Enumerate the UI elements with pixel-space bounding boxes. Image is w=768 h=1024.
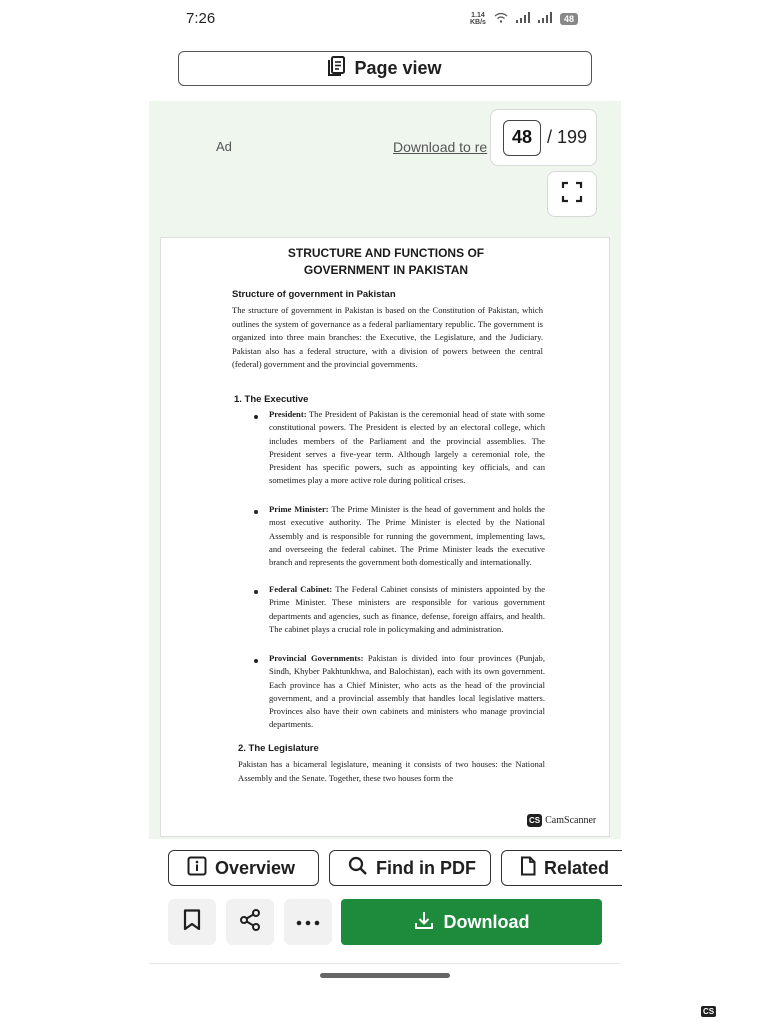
more-horizontal-icon — [296, 913, 320, 931]
page-total: / 199 — [547, 127, 588, 147]
find-in-pdf-label: Find in PDF — [376, 857, 476, 878]
page-view-label: Page view — [354, 58, 442, 78]
net-speed — [470, 12, 486, 26]
bullet-text: The President of Pakistan is the ceremonial head of state with some constitutional powers. The President is elected by an electoral college, which includes members of the Parliament and the provincial assemblies. The President serves a five-year term. Although largely a ceremonial role, the President has specific powers, such as appointing key officials, and can sometimes play a more active role during political crises. — [269, 409, 545, 486]
bullet-term: President: — [269, 409, 307, 419]
fullscreen-icon — [561, 181, 583, 208]
info-icon — [187, 856, 207, 881]
bullet-federal-cabinet — [269, 583, 545, 636]
bullet-dot — [254, 659, 258, 663]
doc-legislature-paragraph: Pakistan has a bicameral legislature, meaning it consists of two houses: the National Assembly and the Senate. Together, these two houses form the — [238, 759, 545, 783]
doc-intro-paragraph: The structure of government in Pakistan is based on the Constitution of Pakistan, which outlines the system of governance as a federal parliamentary republic. The government is organized into three main branches: the Executive, the Legislature, and the Judiciary. Pakistan also has a federal structure, with a division of powers between the central (federal) government and the provincial governments. — [232, 305, 543, 370]
search-icon — [348, 856, 368, 881]
more-options-button[interactable] — [284, 899, 332, 945]
page-number-input[interactable] — [503, 120, 541, 156]
bullet-text: The Federal Cabinet consists of ministers appointed by the Prime Minister. These ministers are responsible for various government departments and agencies, such as finance, defense, foreign affairs, and health. The cabinet plays a crucial role in policymaking and administration. — [269, 584, 546, 634]
download-icon — [414, 910, 434, 935]
bullet-provincial-governments — [269, 652, 545, 732]
bullet-text: Pakistan is divided into four provinces (Punjab, Sindh, Khyber Pakhtunkhwa, and Balochistan), each with its own government. Each province has a Chief Minister, who acts as the head of the provincial government, and a provincial assembly that handles local legislative matters. Provinces also have their own cabinets and ministers who manage provincial departments. — [269, 653, 545, 730]
bullet-term: Federal Cabinet: — [269, 584, 333, 594]
document-page — [160, 237, 610, 837]
status-icons — [470, 10, 578, 28]
bookmark-button[interactable] — [168, 899, 216, 945]
download-link[interactable]: Download to re — [393, 139, 488, 155]
document-icon — [328, 56, 346, 81]
camscanner-watermark — [527, 814, 596, 827]
doc-title-line-1: STRUCTURE AND FUNCTIONS OF — [287, 246, 485, 260]
download-label: Download — [443, 911, 530, 932]
doc-section-heading: Structure of government in Pakistan — [232, 289, 396, 300]
bullet-text: The Prime Minister is the head of government and holds the most executive authority. The Prime Minister is elected by the National Assembly and is responsible for running the government, implementing laws, and overseeing the federal cabinet. The Prime Minister leads the executive branch and represents the government both domestically and internationally. — [269, 504, 545, 568]
related-button[interactable] — [501, 850, 622, 886]
overview-label: Overview — [215, 857, 296, 878]
bullet-prime-minister — [269, 503, 545, 569]
signal-icon-1 — [516, 10, 530, 28]
doc-legislature-heading: 2. The Legislature — [238, 743, 319, 754]
share-button[interactable] — [226, 899, 274, 945]
bullet-dot — [254, 510, 258, 514]
page-view-button[interactable] — [178, 51, 592, 86]
page-counter — [490, 109, 597, 166]
file-icon — [520, 856, 536, 881]
camscanner-corner-badge: CS — [703, 1007, 715, 1016]
doc-title-line-2: GOVERNMENT IN PAKISTAN — [303, 263, 469, 277]
fullscreen-button[interactable] — [547, 171, 597, 217]
home-indicator[interactable] — [320, 973, 450, 978]
camscanner-badge: CS — [529, 816, 541, 825]
overview-button[interactable] — [168, 850, 319, 886]
pdf-viewer[interactable] — [149, 101, 621, 839]
download-button[interactable] — [341, 899, 602, 945]
find-in-pdf-button[interactable] — [329, 850, 491, 886]
bullet-dot — [254, 415, 258, 419]
bullet-term: Provincial Governments: — [269, 653, 364, 663]
bullet-dot — [254, 590, 258, 594]
ad-label: Ad — [216, 139, 232, 154]
battery-indicator: 48 — [560, 13, 578, 25]
related-label: Related — [544, 857, 610, 878]
doc-executive-heading: 1. The Executive — [234, 394, 309, 405]
net-speed-value: 1.14 — [471, 12, 485, 19]
wifi-icon — [494, 10, 508, 28]
bullet-president — [269, 408, 545, 488]
status-time: 7:26 — [186, 10, 216, 27]
share-icon — [238, 908, 262, 937]
signal-icon-2 — [538, 10, 552, 28]
bottom-divider — [149, 963, 621, 964]
camscanner-text: CamScanner — [545, 815, 597, 826]
net-speed-unit: KB/s — [470, 19, 486, 26]
bookmark-icon — [183, 909, 201, 936]
bullet-term: Prime Minister: — [269, 504, 329, 514]
